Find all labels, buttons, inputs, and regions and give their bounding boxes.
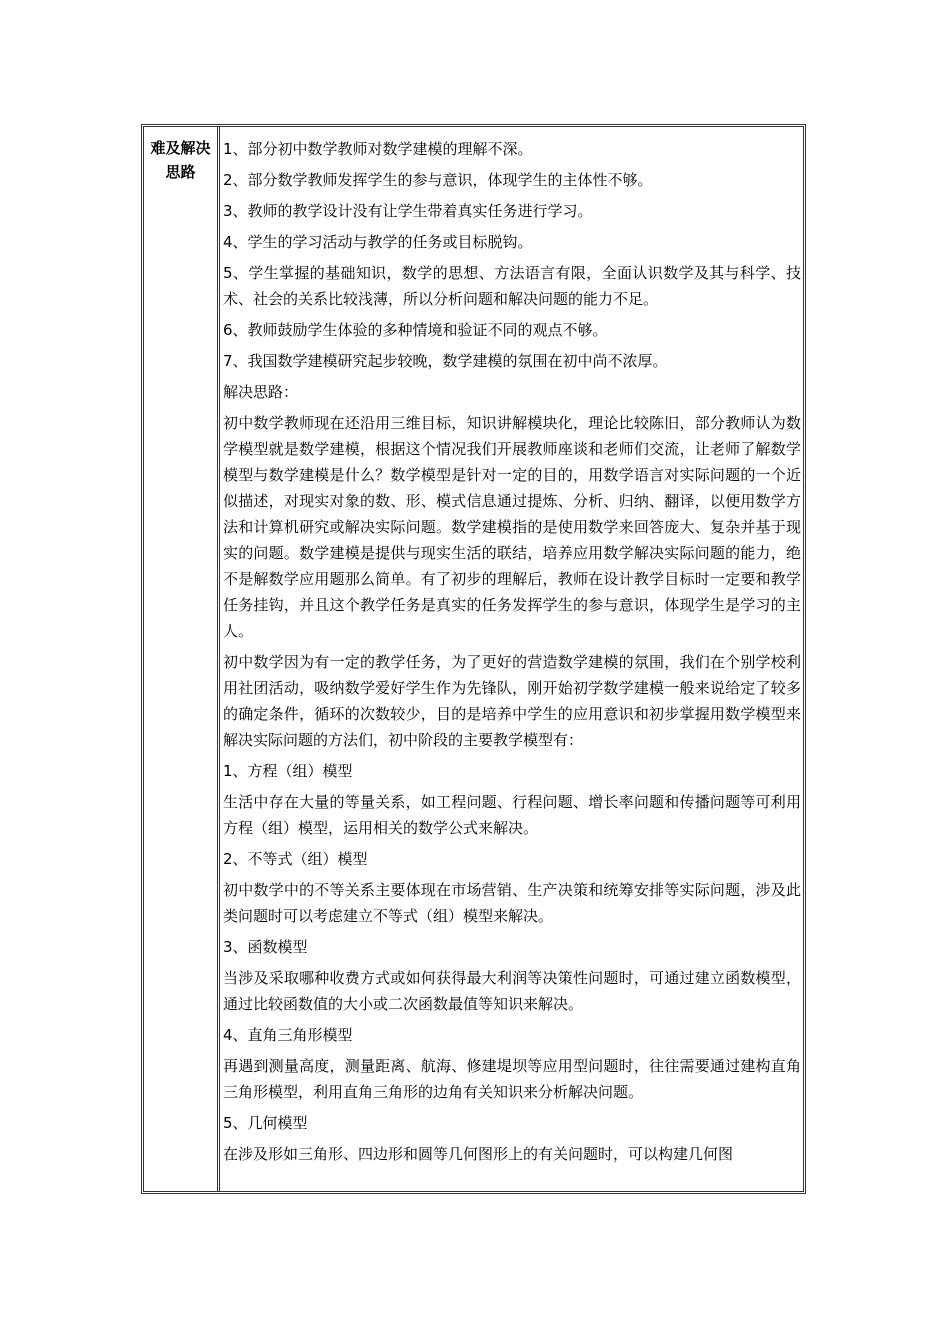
difficulty-item-1: 1、部分初中数学教师对数学建模的理解不深。 bbox=[223, 140, 533, 158]
solution-heading: 解决思路： bbox=[223, 383, 299, 401]
model-text-function: 当涉及采取哪种收费方式或如何获得最大利润等决策性问题时，可通过建立函数模型，通过比较函数值的大小或二次函数最值等知识来解决。 bbox=[223, 969, 801, 1013]
difficulty-item-7: 7、我国数学建模研究起步较晚，数学建模的氛围在初中尚不浓厚。 bbox=[223, 352, 668, 370]
difficulty-item-4: 4、学生的学习活动与教学的任务或目标脱钩。 bbox=[223, 233, 533, 251]
content-cell bbox=[223, 127, 801, 1191]
model-heading-function: 3、函数模型 bbox=[223, 938, 308, 956]
row-label-cell bbox=[144, 127, 220, 1191]
model-heading-inequality: 2、不等式（组）模型 bbox=[223, 850, 368, 868]
model-text-inequality: 初中数学中的不等关系主要体现在市场营销、生产决策和统筹安排等实际问题，涉及此类问题时可以考虑建立不等式（组）模型来解决。 bbox=[223, 881, 801, 925]
solution-paragraph-1: 初中数学教师现在还沿用三维目标，知识讲解模块化，理论比较陈旧，部分教师认为数学模型就是数学建模，根据这个情况我们开展教师座谈和老师们交流，让老师了解数学模型与数学建模是什么？数学模型是针对一定的目的，用数学语言对实际问题的一个近似描述，对现实对象的数、形、模式信息通过提炼、分析、归纳、翻译，以便用数学方法和计算机研究或解决实际问题。数学建模指的是使用数学来回答庞大、复杂并基于现实的问题。数学建模是提供与现实生活的联结，培养应用数学解决实际问题的能力，绝不是解数学应用题那么简单。有了初步的理解后，教师在设计教学目标时一定要和教学任务挂钩，并且这个教学任务是真实的任务发挥学生的参与意识，体现学生是学习的主人。 bbox=[223, 414, 801, 640]
model-heading-equation: 1、方程（组）模型 bbox=[223, 762, 353, 780]
row-label-line-2: 思路 bbox=[165, 163, 196, 181]
difficulty-item-2: 2、部分数学教师发挥学生的参与意识，体现学生的主体性不够。 bbox=[223, 171, 653, 189]
model-heading-geometry: 5、几何模型 bbox=[223, 1114, 308, 1132]
model-text-geometry: 在涉及形如三角形、四边形和圆等几何图形上的有关问题时，可以构建几何图 bbox=[223, 1145, 734, 1163]
difficulty-item-6: 6、教师鼓励学生体验的多种情境和验证不同的观点不够。 bbox=[223, 321, 608, 339]
model-text-equation: 生活中存在大量的等量关系，如工程问题、行程问题、增长率问题和传播问题等可利用方程（组）模型，运用相关的数学公式来解决。 bbox=[223, 793, 801, 837]
document-table bbox=[141, 124, 806, 1194]
solution-paragraph-2: 初中数学因为有一定的教学任务，为了更好的营造数学建模的氛围，我们在个别学校利用社团活动，吸纳数学爱好学生作为先锋队，刚开始初学数学建模一般来说给定了较多的确定条件，循环的次数较少，目的是培养中学生的应用意识和初步掌握用数学模型来解决实际问题的方法们，初中阶段的主要教学模型有： bbox=[223, 653, 801, 749]
difficulty-item-3: 3、教师的教学设计没有让学生带着真实任务进行学习。 bbox=[223, 202, 593, 220]
model-text-right-triangle: 再遇到测量高度，测量距离、航海、修建堤坝等应用型问题时，往往需要通过建构直角三角形模型，利用直角三角形的边角有关知识来分析解决问题。 bbox=[223, 1057, 801, 1101]
row-label-line-1: 难及解决 bbox=[150, 139, 211, 157]
difficulty-item-5: 5、学生掌握的基础知识，数学的思想、方法语言有限，全面认识数学及其与科学、技术、社会的关系比较浅薄，所以分析问题和解决问题的能力不足。 bbox=[223, 264, 801, 308]
model-heading-right-triangle: 4、直角三角形模型 bbox=[223, 1026, 353, 1044]
